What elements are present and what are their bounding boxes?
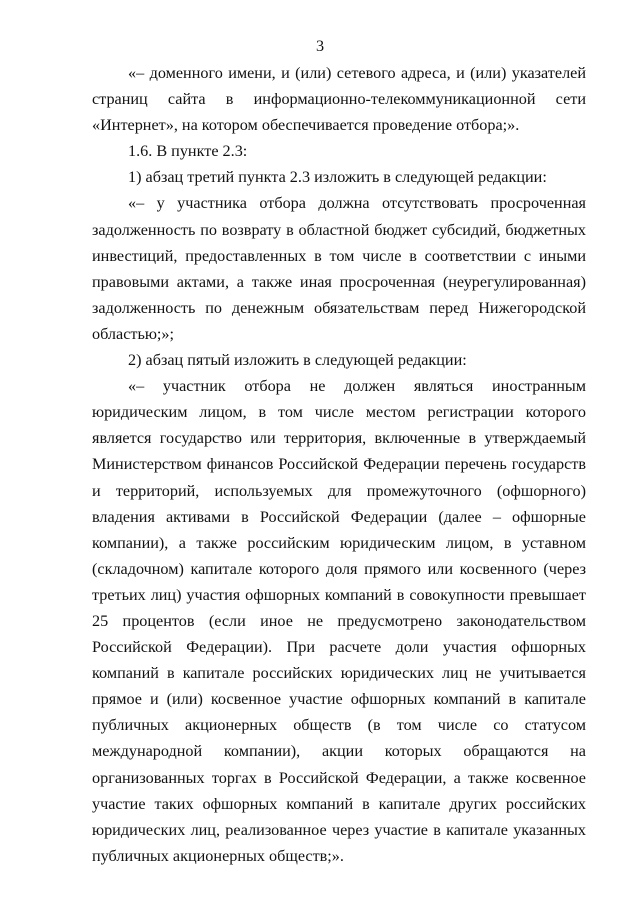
paragraph-subitem-1: 1) абзац третий пункта 2.3 изложить в следующей редакции: [128,168,547,187]
page-number: 3 [315,37,325,55]
paragraph-debt-clause: «– у участника отбора должна отсутствовать просроченная задолженность по возврату в областной бюджет субсидий, бюджетных инвестиций, предоставленных в том числе в соответствии с иными правовыми актами, а также иная просроченная (неурегулированная) задолженность по денежным обязательствам перед Нижегородской областью;»; [92,194,586,343]
document-body [92,60,586,869]
paragraph-item-1-6: 1.6. В пункте 2.3: [128,142,248,161]
paragraph-offshore-clause: «– участник отбора не должен являться иностранным юридическим лицом, в том числе местом регистрации которого является государство или территория, включенные в утверждаемый Министерством финансов Российской Федерации перечень государств и территорий, используемых для промежуточного (офшорного) владения активами в Российской Федерации (далее – офшорные компании), а также российским юридическим лицом, в уставном (складочном) капитале которого доля прямого или косвенного (через третьих лиц) участия офшорных компаний в совокупности превышает 25 процентов (если иное не предусмотрено законодательством Российской Федерации). При расчете доли участия офшорных компаний в капитале российских юридических лиц не учитывается прямое и (или) косвенное участие офшорных компаний в капитале публичных акционерных обществ (в том числе со статусом международной компании), акции которых обращаются на организованных торгах в Российской Федерации, а также косвенное участие таких офшорных компаний в капитале других российских юридических лиц, реализованное через участие в капитале указанных публичных акционерных обществ;». [92,377,586,865]
paragraph-domain-name-clause: «– доменного имени, и (или) сетевого адреса, и (или) указателей страниц сайта в информационно-телекоммуникационной сети «Интернет», на котором обеспечивается проведение отбора;». [92,64,586,135]
paragraph-subitem-2: 2) абзац пятый изложить в следующей редакции: [128,351,467,370]
